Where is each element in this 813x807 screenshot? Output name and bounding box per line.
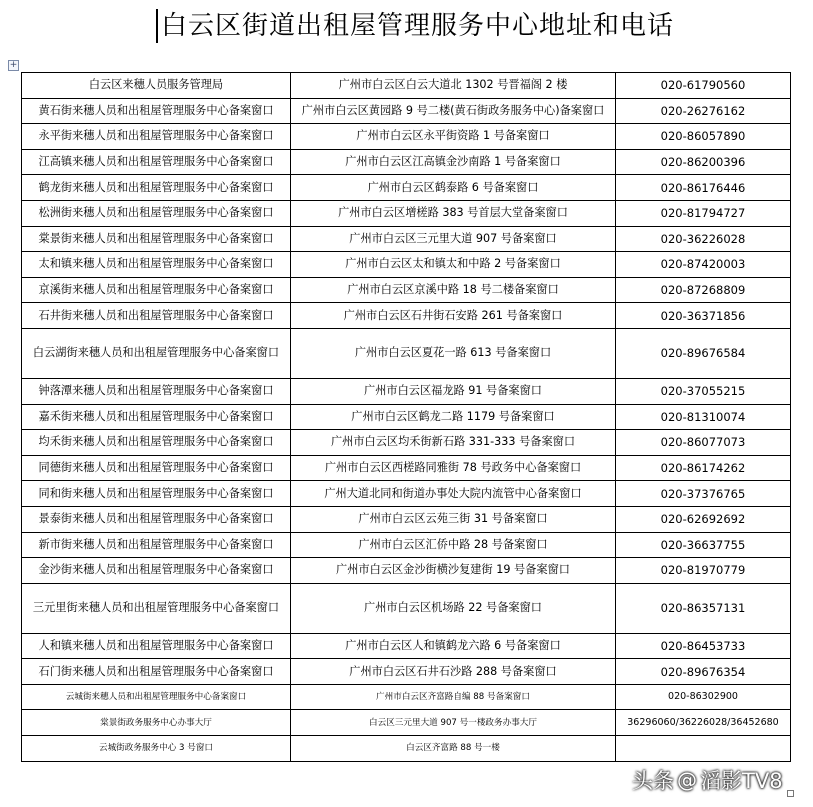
table-row — [22, 175, 791, 201]
office-name-cell: 钟落潭来穗人员和出租屋管理服务中心备案窗口 — [22, 378, 291, 404]
office-name-cell: 嘉禾街来穗人员和出租屋管理服务中心备案窗口 — [22, 404, 291, 430]
phone-cell: 020-37055215 — [616, 378, 791, 404]
office-name-cell: 三元里街来穗人员和出租屋管理服务中心备案窗口 — [22, 583, 291, 633]
phone-cell: 020-86057890 — [616, 124, 791, 150]
phone-cell: 020-36637755 — [616, 532, 791, 558]
table-row — [22, 226, 791, 252]
table-row — [22, 684, 791, 710]
table-row — [22, 710, 791, 736]
office-name-cell: 均禾街来穗人员和出租屋管理服务中心备案窗口 — [22, 430, 291, 456]
phone-cell: 020-37376765 — [616, 481, 791, 507]
address-cell: 广州市白云区汇侨中路 28 号备案窗口 — [291, 532, 616, 558]
phone-cell: 020-26276162 — [616, 98, 791, 124]
phone-cell: 020-86176446 — [616, 175, 791, 201]
table-row — [22, 404, 791, 430]
office-name-cell: 新市街来穗人员和出租屋管理服务中心备案窗口 — [22, 532, 291, 558]
watermark-author: 滔影TV8 — [700, 769, 783, 793]
address-cell: 广州市白云区夏花一路 613 号备案窗口 — [291, 328, 616, 378]
phone-cell: 020-89676584 — [616, 328, 791, 378]
office-name-cell: 人和镇来穗人员和出租屋管理服务中心备案窗口 — [22, 633, 291, 659]
address-cell: 广州市白云区西槎路同雅街 78 号政务中心备案窗口 — [291, 455, 616, 481]
phone-cell: 020-61790560 — [616, 73, 791, 99]
office-name-cell: 云城街来穗人员和出租屋管理服务中心备案窗口 — [22, 684, 291, 710]
address-cell: 广州市白云区云苑三街 31 号备案窗口 — [291, 506, 616, 532]
office-name-cell: 京溪街来穗人员和出租屋管理服务中心备案窗口 — [22, 277, 291, 303]
office-name-cell: 黄石街来穗人员和出租屋管理服务中心备案窗口 — [22, 98, 291, 124]
office-name-cell: 云城街政务服务中心 3 号窗口 — [22, 736, 291, 762]
table-row — [22, 98, 791, 124]
table-row — [22, 633, 791, 659]
phone-cell: 020-36226028 — [616, 226, 791, 252]
address-cell: 白云区齐富路 88 号一楼 — [291, 736, 616, 762]
page-title: 白云区街道出租屋管理服务中心地址和电话 — [161, 11, 675, 41]
address-cell: 广州市白云区太和镇太和中路 2 号备案窗口 — [291, 252, 616, 278]
phone-cell: 020-86077073 — [616, 430, 791, 456]
table-row — [22, 583, 791, 633]
phone-cell: 020-36371856 — [616, 303, 791, 329]
office-name-cell: 永平街来穗人员和出租屋管理服务中心备案窗口 — [22, 124, 291, 150]
address-cell: 广州市白云区福龙路 91 号备案窗口 — [291, 378, 616, 404]
office-name-cell: 白云湖街来穗人员和出租屋管理服务中心备案窗口 — [22, 328, 291, 378]
phone-cell: 020-87420003 — [616, 252, 791, 278]
phone-cell: 020-81794727 — [616, 200, 791, 226]
office-name-cell: 棠景街来穗人员和出租屋管理服务中心备案窗口 — [22, 226, 291, 252]
office-name-cell: 鹤龙街来穗人员和出租屋管理服务中心备案窗口 — [22, 175, 291, 201]
table-row — [22, 252, 791, 278]
address-cell: 广州市白云区石井街石安路 261 号备案窗口 — [291, 303, 616, 329]
office-name-cell: 景泰街来穗人员和出租屋管理服务中心备案窗口 — [22, 506, 291, 532]
table-row — [22, 532, 791, 558]
table-row — [22, 736, 791, 762]
phone-cell: 020-89676354 — [616, 659, 791, 685]
address-cell: 广州市白云区鹤泰路 6 号备案窗口 — [291, 175, 616, 201]
phone-cell: 020-81970779 — [616, 558, 791, 584]
table-row — [22, 455, 791, 481]
office-name-cell: 石井街来穗人员和出租屋管理服务中心备案窗口 — [22, 303, 291, 329]
address-cell: 广州市白云区齐富路自编 88 号备案窗口 — [291, 684, 616, 710]
watermark-source: 头条 — [632, 769, 674, 793]
address-cell: 广州市白云区永平街资路 1 号备案窗口 — [291, 124, 616, 150]
table-row — [22, 481, 791, 507]
office-name-cell: 白云区来穗人员服务管理局 — [22, 73, 291, 99]
address-cell: 广州市白云区机场路 22 号备案窗口 — [291, 583, 616, 633]
phone-cell: 020-86453733 — [616, 633, 791, 659]
table-row — [22, 73, 791, 99]
table-row — [22, 430, 791, 456]
office-name-cell: 江高镇来穗人员和出租屋管理服务中心备案窗口 — [22, 149, 291, 175]
table-row — [22, 328, 791, 378]
table-row — [22, 558, 791, 584]
phone-cell: 36296060/36226028/36452680 — [616, 710, 791, 736]
table-row — [22, 506, 791, 532]
phone-cell: 020-81310074 — [616, 404, 791, 430]
office-name-cell: 同德街来穗人员和出租屋管理服务中心备案窗口 — [22, 455, 291, 481]
address-cell: 白云区三元里大道 907 号一楼政务办事大厅 — [291, 710, 616, 736]
watermark — [626, 763, 793, 797]
table-row — [22, 303, 791, 329]
office-name-cell: 棠景街政务服务中心办事大厅 — [22, 710, 291, 736]
address-cell: 广州市白云区黄园路 9 号二楼(黄石街政务服务中心)备案窗口 — [291, 98, 616, 124]
address-cell: 广州市白云区鹤龙二路 1179 号备案窗口 — [291, 404, 616, 430]
office-name-cell: 同和街来穗人员和出租屋管理服务中心备案窗口 — [22, 481, 291, 507]
watermark-at: @ — [677, 768, 697, 792]
table-row — [22, 124, 791, 150]
address-cell: 广州市白云区人和镇鹤龙六路 6 号备案窗口 — [291, 633, 616, 659]
table-row — [22, 200, 791, 226]
address-cell: 广州大道北同和街道办事处大院内流管中心备案窗口 — [291, 481, 616, 507]
address-phone-table — [21, 72, 791, 762]
address-cell: 广州市白云区江高镇金沙南路 1 号备案窗口 — [291, 149, 616, 175]
address-cell: 广州市白云区三元里大道 907 号备案窗口 — [291, 226, 616, 252]
phone-cell: 020-86174262 — [616, 455, 791, 481]
phone-cell: 020-86200396 — [616, 149, 791, 175]
table-row — [22, 659, 791, 685]
office-name-cell: 金沙街来穗人员和出租屋管理服务中心备案窗口 — [22, 558, 291, 584]
address-cell: 广州市白云区增槎路 383 号首层大堂备案窗口 — [291, 200, 616, 226]
address-cell: 广州市白云区白云大道北 1302 号晋福阁 2 楼 — [291, 73, 616, 99]
phone-cell: 020-86302900 — [616, 684, 791, 710]
table-row — [22, 378, 791, 404]
address-cell: 广州市白云区京溪中路 18 号二楼备案窗口 — [291, 277, 616, 303]
office-name-cell: 太和镇来穗人员和出租屋管理服务中心备案窗口 — [22, 252, 291, 278]
address-cell: 广州市白云区均禾街新石路 331-333 号备案窗口 — [291, 430, 616, 456]
phone-cell — [616, 736, 791, 762]
text-cursor — [156, 9, 158, 43]
table-row — [22, 149, 791, 175]
address-cell: 广州市白云区石井石沙路 288 号备案窗口 — [291, 659, 616, 685]
phone-cell: 020-62692692 — [616, 506, 791, 532]
phone-cell: 020-87268809 — [616, 277, 791, 303]
office-name-cell: 石门街来穗人员和出租屋管理服务中心备案窗口 — [22, 659, 291, 685]
office-name-cell: 松洲街来穗人员和出租屋管理服务中心备案窗口 — [22, 200, 291, 226]
phone-cell: 020-86357131 — [616, 583, 791, 633]
table-move-handle-icon[interactable]: + — [9, 60, 18, 70]
table-row — [22, 277, 791, 303]
address-cell: 广州市白云区金沙街横沙复建街 19 号备案窗口 — [291, 558, 616, 584]
